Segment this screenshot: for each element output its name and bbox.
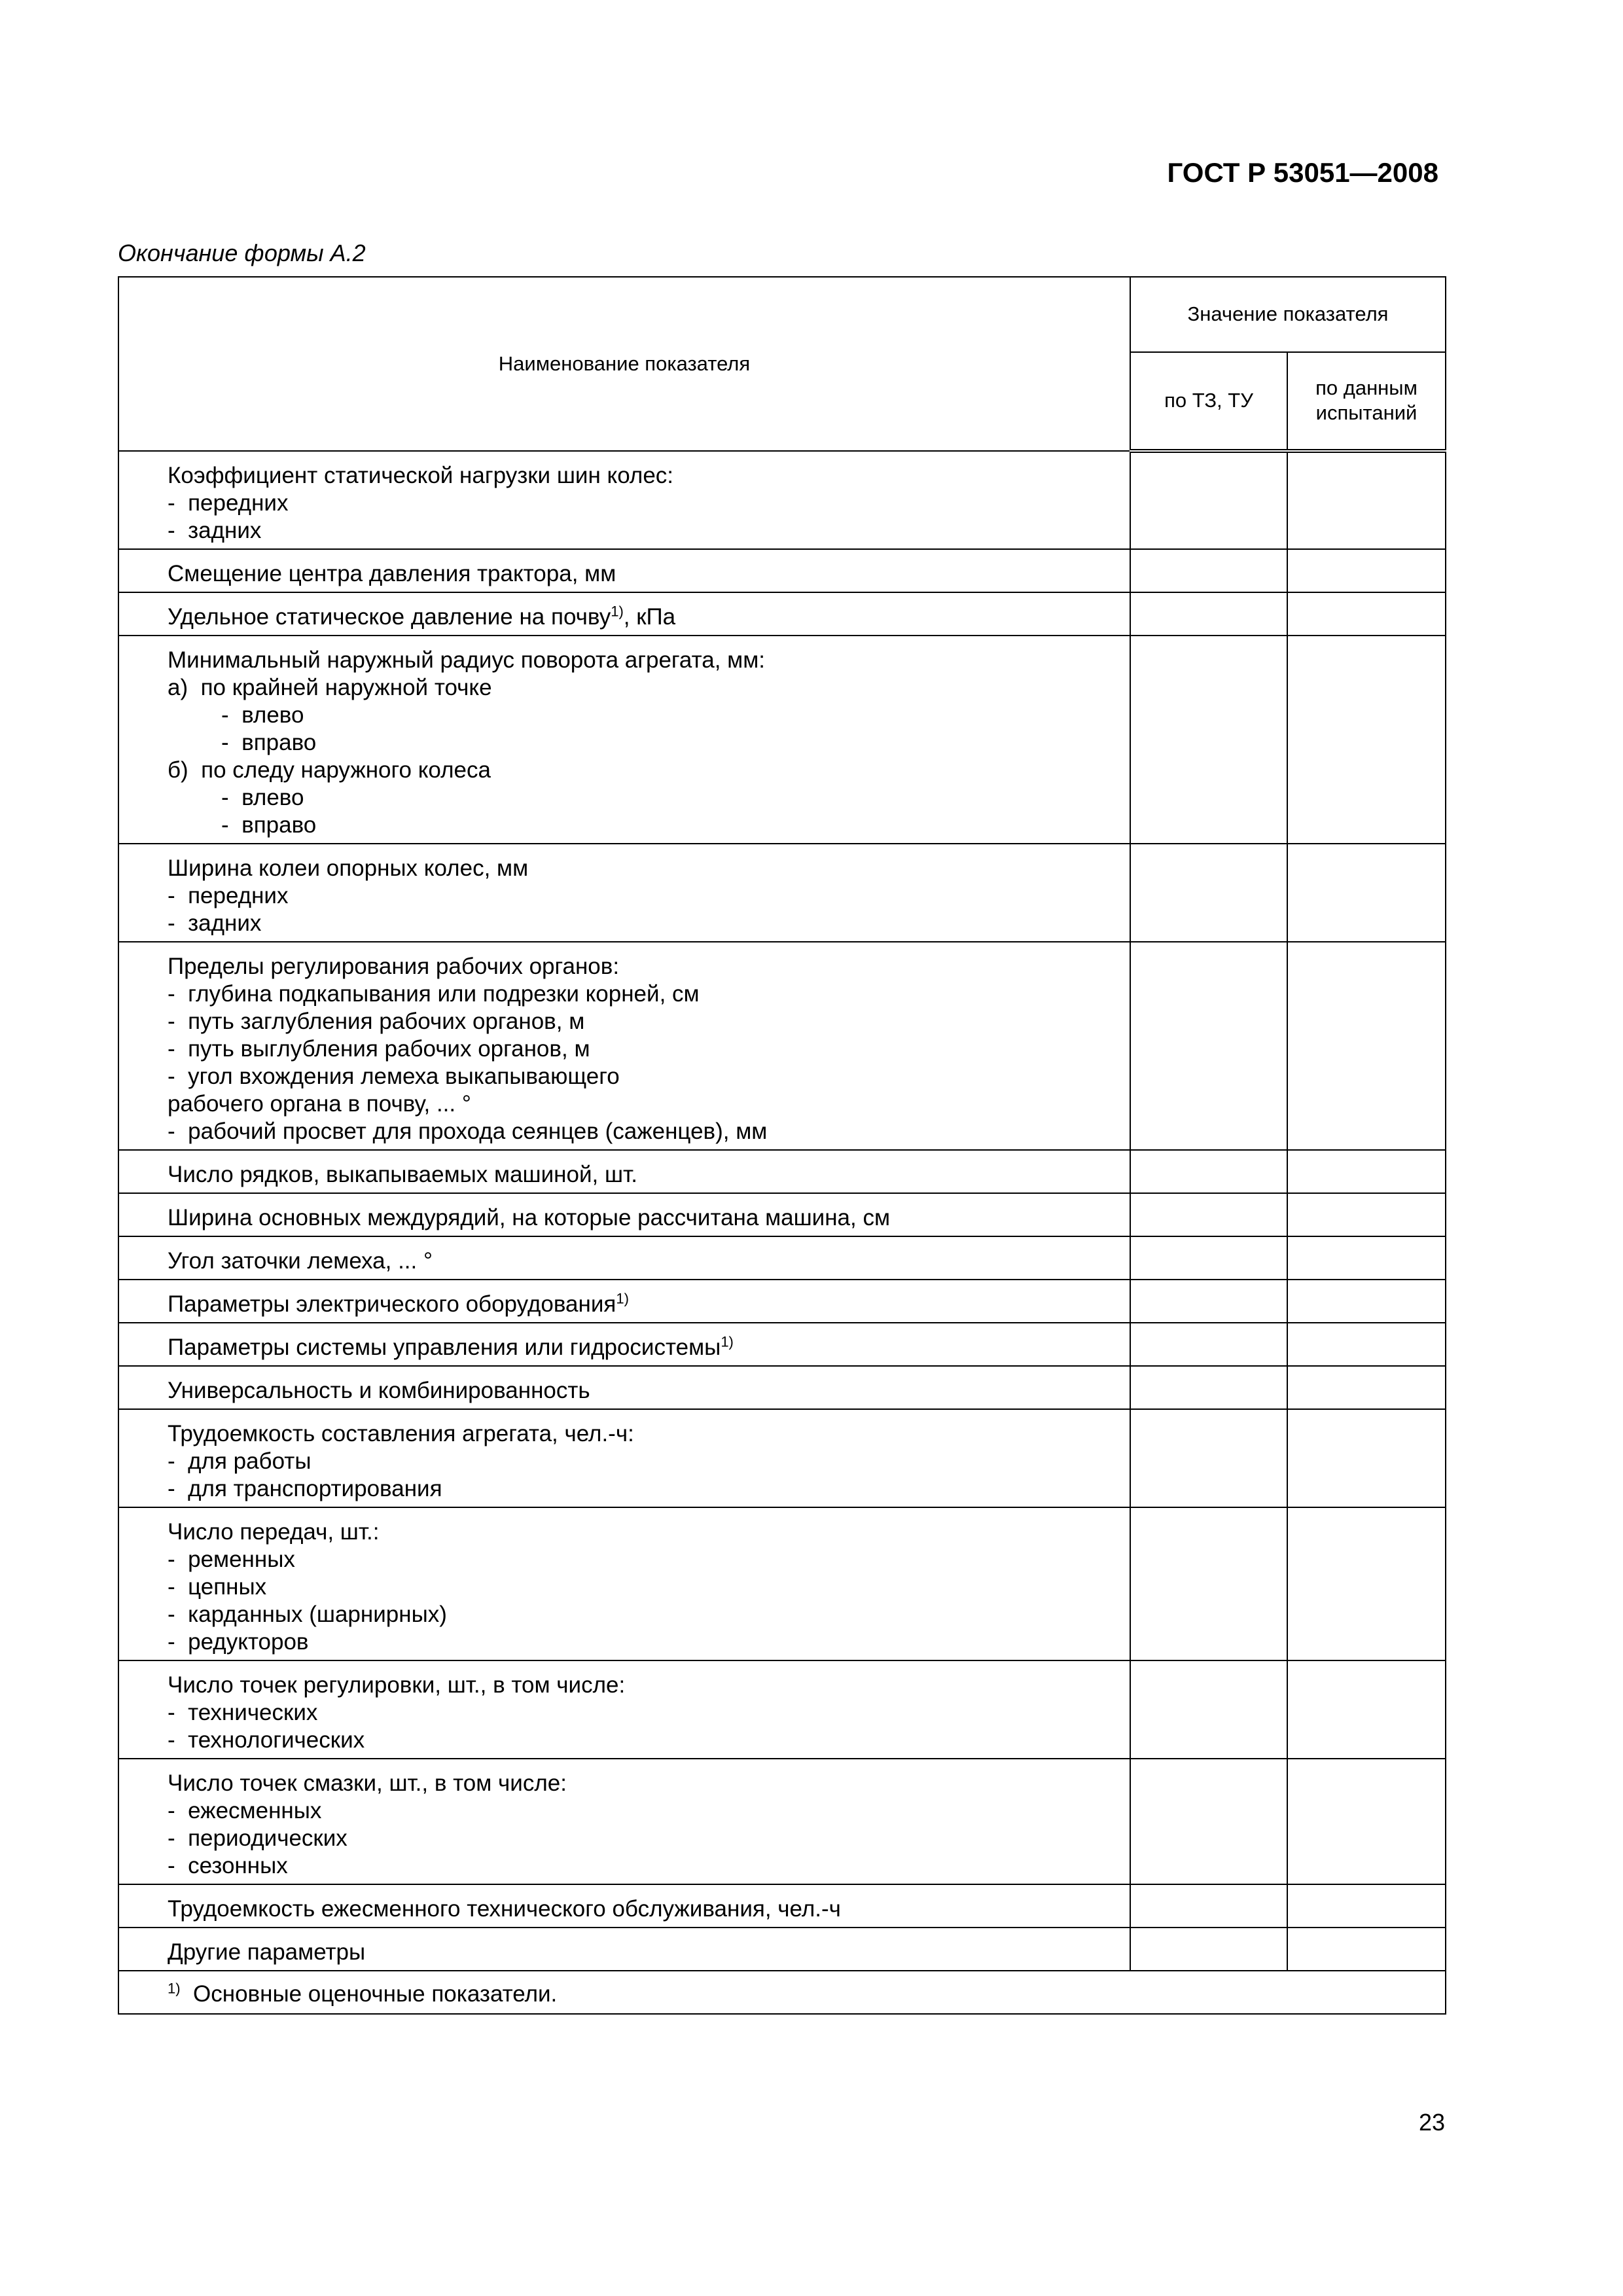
table-row [118,1507,1446,1660]
header-name-cell: Наименование показателя [118,277,1130,451]
value-test-cell[interactable] [1287,451,1446,549]
indicator-name: Универсальность и комбинированность [118,1366,1130,1409]
value-tz-cell[interactable] [1130,1759,1287,1884]
footnote-marker: 1) [168,1980,181,1997]
indicator-name: Параметры системы управления или гидросистемы$^{1)}$ [118,1323,1130,1366]
header-value-cell: Значение показателя [1130,277,1446,352]
value-test-cell[interactable] [1287,1507,1446,1660]
indicator-name: Число рядков, выкапываемых машиной, шт. [118,1150,1130,1193]
value-tz-cell[interactable] [1130,1150,1287,1193]
form-caption: Окончание формы А.2 [118,240,366,266]
value-test-cell[interactable] [1287,1928,1446,1971]
value-test-cell[interactable] [1287,844,1446,942]
table-row [118,844,1446,942]
table-row [118,549,1446,592]
value-test-cell[interactable] [1287,1759,1446,1884]
indicator-name: Удельное статическое давление на почву$^{1)}$, кПа [118,592,1130,636]
value-tz-cell[interactable] [1130,549,1287,592]
value-test-cell[interactable] [1287,549,1446,592]
indicator-name: Ширина основных междурядий, на которые рассчитана машина, см [118,1193,1130,1236]
table-row [118,1660,1446,1759]
footnote-marker: 1) [616,1290,629,1307]
indicator-name: Ширина колеи опорных колес, мм - передних - задних [118,844,1130,942]
table-row [118,1150,1446,1193]
indicator-name: Параметры электрического оборудования$^{1)}$ [118,1280,1130,1323]
table-row [118,1409,1446,1507]
value-tz-cell[interactable] [1130,1507,1287,1660]
table-row [118,636,1446,844]
value-test-cell[interactable] [1287,1323,1446,1366]
value-test-cell[interactable] [1287,1366,1446,1409]
value-tz-cell[interactable] [1130,1660,1287,1759]
table-row [118,1928,1446,1971]
table-row [118,1280,1446,1323]
indicator-name: Угол заточки лемеха, ... ° [118,1236,1130,1280]
table-row [118,1884,1446,1928]
indicator-name: Коэффициент статической нагрузки шин колес: - передних - задних [118,451,1130,549]
table-row [118,451,1446,549]
value-tz-cell[interactable] [1130,1928,1287,1971]
indicator-name: Минимальный наружный радиус поворота агрегата, мм: а) по крайней наружной точке - влево - вправо б) по следу наружного колеса - влево - вправо [118,636,1130,844]
indicator-name: Число точек смазки, шт., в том числе: - ежесменных - периодических - сезонных [118,1759,1130,1884]
table-row [118,1236,1446,1280]
indicator-name: Число передач, шт.: - ременных - цепных - карданных (шарнирных) - редукторов [118,1507,1130,1660]
footnote-marker: 1) [721,1333,734,1350]
value-tz-cell[interactable] [1130,1236,1287,1280]
table-row [118,592,1446,636]
value-test-cell[interactable] [1287,1409,1446,1507]
indicator-name: Другие параметры [118,1928,1130,1971]
value-test-cell[interactable] [1287,1236,1446,1280]
page-number: 23 [1418,2109,1445,2136]
value-test-cell[interactable] [1287,636,1446,844]
table-row [118,1366,1446,1409]
footnote-row [118,1971,1446,2014]
value-test-cell[interactable] [1287,1884,1446,1928]
indicator-name: Трудоемкость ежесменного технического обслуживания, чел.-ч [118,1884,1130,1928]
value-tz-cell[interactable] [1130,1409,1287,1507]
table-row [118,1193,1446,1236]
value-test-cell[interactable] [1287,1660,1446,1759]
value-tz-cell[interactable] [1130,451,1287,549]
value-test-cell[interactable] [1287,1280,1446,1323]
value-tz-cell[interactable] [1130,1280,1287,1323]
indicator-name: Число точек регулировки, шт., в том числе: - технических - технологических [118,1660,1130,1759]
indicator-name: Пределы регулирования рабочих органов: - глубина подкапывания или подрезки корней, см - путь заглубления рабочих органов, м - путь выглубления рабочих органов, м - угол вхождения лемеха выкапывающего рабочего органа в почву, ... ° - рабочий просвет для прохода сеянцев (саженцев), мм [118,942,1130,1150]
indicators-table [118,276,1446,2015]
value-tz-cell[interactable] [1130,636,1287,844]
value-test-cell[interactable] [1287,1193,1446,1236]
value-tz-cell[interactable] [1130,1193,1287,1236]
value-tz-cell[interactable] [1130,1366,1287,1409]
indicator-name: Смещение центра давления трактора, мм [118,549,1130,592]
value-tz-cell[interactable] [1130,844,1287,942]
value-tz-cell[interactable] [1130,592,1287,636]
footnote: $^{1)}$ Основные оценочные показатели. [118,1971,1446,2014]
value-tz-cell[interactable] [1130,1323,1287,1366]
value-test-cell[interactable] [1287,1150,1446,1193]
document-code: ГОСТ Р 53051—2008 [1167,157,1438,188]
footnote-marker: 1) [611,603,624,620]
table-row [118,1759,1446,1884]
indicator-name: Трудоемкость составления агрегата, чел.-ч: - для работы - для транспортирования [118,1409,1130,1507]
header-test-cell: по данным испытаний [1287,352,1446,451]
value-tz-cell[interactable] [1130,942,1287,1150]
table-row [118,1323,1446,1366]
table-row [118,942,1446,1150]
value-test-cell[interactable] [1287,592,1446,636]
header-tz-cell: по ТЗ, ТУ [1130,352,1287,451]
value-tz-cell[interactable] [1130,1884,1287,1928]
value-test-cell[interactable] [1287,942,1446,1150]
